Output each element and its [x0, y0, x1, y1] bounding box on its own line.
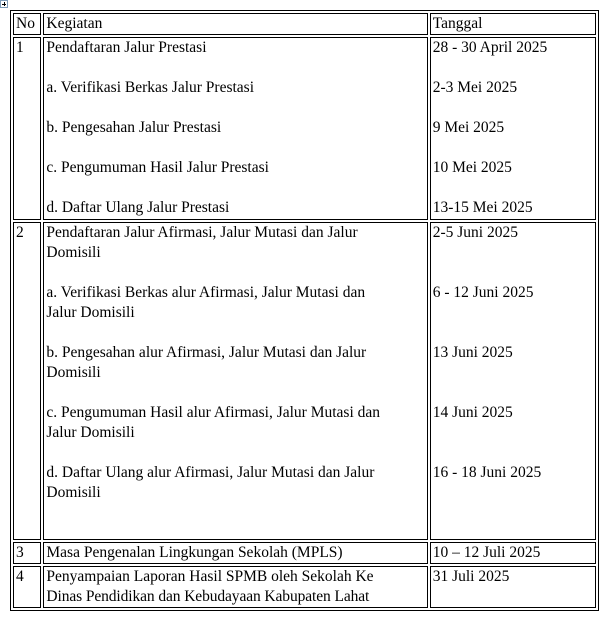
header-kegiatan: Kegiatan [43, 13, 427, 35]
activity-line: b. Pengesahan Jalur Prestasi [46, 119, 222, 136]
date-line: 6 - 12 Juni 2025 [432, 284, 534, 301]
row-kegiatan [43, 566, 427, 608]
row-tanggal [430, 566, 596, 608]
activity-line: Masa Pengenalan Lingkungan Sekolah (MPLS) [46, 544, 343, 561]
activity-line: Pendaftaran Jalur Prestasi [46, 39, 207, 56]
activity-line: Penyampaian Laporan Hasil SPMB oleh Sekolah Ke [46, 568, 374, 585]
row-kegiatan [43, 222, 427, 540]
date-line: 13 Juni 2025 [432, 344, 513, 361]
date-line: 10 Mei 2025 [432, 159, 512, 176]
table-row [13, 542, 596, 564]
activity-line: Dinas Pendidikan dan Kebudayaan Kabupaten Lahat [46, 588, 370, 605]
table-row [13, 566, 596, 608]
row-kegiatan [43, 542, 427, 564]
date-line: 2-3 Mei 2025 [432, 79, 518, 96]
row-number: 3 [13, 542, 41, 564]
date-line: 2-5 Juni 2025 [432, 224, 518, 241]
date-line: 28 - 30 April 2025 [432, 39, 548, 56]
date-line: 16 - 18 Juni 2025 [432, 464, 542, 481]
row-number: 4 [13, 566, 41, 608]
table-row [13, 37, 596, 220]
activity-line: d. Daftar Ulang alur Afirmasi, Jalur Mutasi dan Jalur [46, 464, 375, 481]
row-number: 1 [13, 37, 41, 220]
row-kegiatan [43, 37, 427, 220]
row-tanggal [430, 542, 596, 564]
row-tanggal [430, 37, 596, 220]
activity-line: Jalur Domisili [46, 304, 135, 321]
row-number: 2 [13, 222, 41, 540]
date-line: 10 – 12 Juli 2025 [432, 544, 541, 561]
activity-line: Jalur Domisili [46, 424, 135, 441]
date-line: 13-15 Mei 2025 [432, 199, 533, 216]
date-line: 14 Juni 2025 [432, 404, 513, 421]
header-tanggal: Tanggal [430, 13, 596, 35]
activity-line: Domisili [46, 364, 101, 381]
activity-line: a. Verifikasi Berkas alur Afirmasi, Jalur Mutasi dan [46, 284, 366, 301]
table-row [13, 222, 596, 540]
table-move-handle-icon[interactable] [0, 0, 8, 8]
activity-line: Domisili [46, 484, 101, 501]
activity-line: c. Pengumuman Hasil alur Afirmasi, Jalur Mutasi dan [46, 404, 381, 421]
activity-line: Pendaftaran Jalur Afirmasi, Jalur Mutasi dan Jalur [46, 224, 358, 241]
activity-line: d. Daftar Ulang Jalur Prestasi [46, 199, 230, 216]
table-header-row [13, 13, 596, 35]
activity-line: b. Pengesahan alur Afirmasi, Jalur Mutasi dan Jalur [46, 344, 367, 361]
activity-line: a. Verifikasi Berkas Jalur Prestasi [46, 79, 255, 96]
date-line: 31 Juli 2025 [432, 568, 510, 585]
activity-line: Domisili [46, 244, 101, 261]
activity-line: c. Pengumuman Hasil Jalur Prestasi [46, 159, 269, 176]
header-no: No [13, 13, 41, 35]
date-line: 9 Mei 2025 [432, 119, 505, 136]
row-tanggal [430, 222, 596, 540]
schedule-table [10, 10, 599, 611]
